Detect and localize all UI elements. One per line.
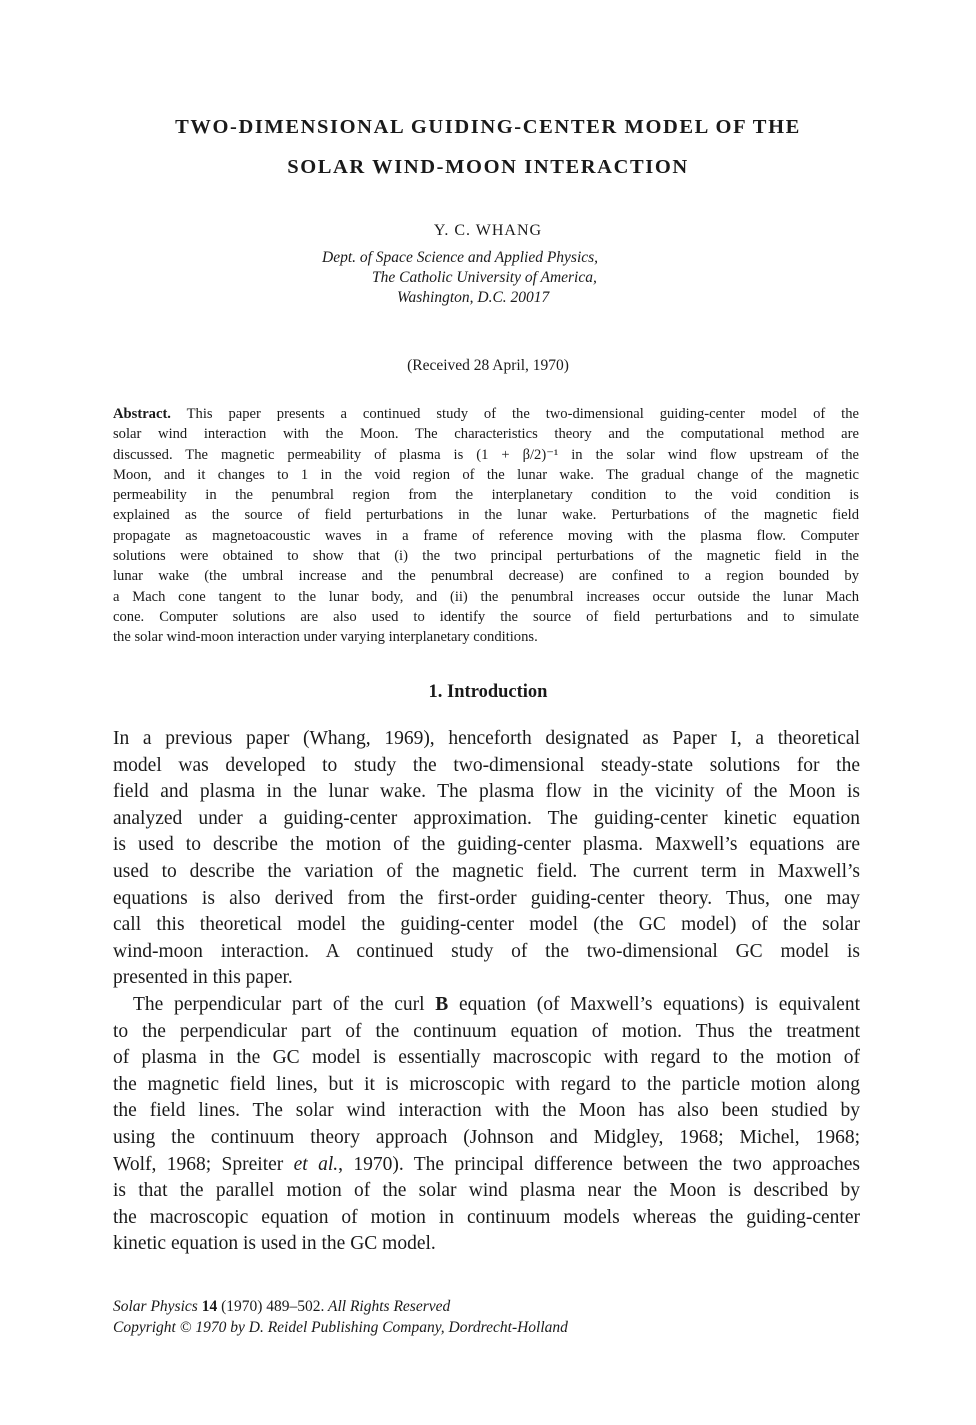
section-heading: 1. Introduction: [428, 682, 548, 702]
received-date: (Received 28 April, 1970): [407, 357, 569, 374]
abstract-label: Abstract.: [113, 406, 171, 422]
body-line: used to describe the variation of the magnetic field. The current term in Maxwell’s: [113, 860, 860, 882]
body-line: Wolf, 1968; Spreiter et al., 1970). The principal difference between the two approaches: [113, 1153, 860, 1175]
abstract-line: the solar wind-moon interaction under varying interplanetary conditions.: [113, 629, 538, 646]
footer-citation: [113, 1296, 568, 1338]
affiliation-line-1: Dept. of Space Science and Applied Physics,: [322, 249, 599, 266]
abstract-line: a Mach cone tangent to the lunar body, and (ii) the penumbral increases occur outside the lunar Mach: [113, 588, 859, 605]
abstract-line: explained as the source of field perturbations in the lunar wake. Perturbations of the magnetic field: [113, 507, 859, 524]
body-line: using the continuum theory approach (Johnson and Midgley, 1968; Michel, 1968;: [113, 1126, 860, 1148]
abstract-line: solar wind interaction with the Moon. The characteristics theory and the computational method are: [113, 426, 859, 443]
abstract-line: cone. Computer solutions are also used to identify the source of field perturbations and to simulate: [113, 608, 859, 625]
journal-citation: Solar Physics 14 (1970) 489–502. All Rights Reserved: [113, 1298, 451, 1315]
abstract-line: permeability in the penumbral region from the interplanetary condition to the void condition is: [113, 487, 859, 504]
abstract-line: lunar wake (the umbral increase and the penumbral decrease) are confined to a region bounded by: [113, 568, 859, 585]
abstract-line: solutions were obtained to show that (i) the two principal perturbations of the magnetic field in the: [113, 548, 859, 565]
affiliation-line-3: Washington, D.C. 20017: [397, 289, 550, 306]
body-line: the field lines. The solar wind interaction with the Moon has also been studied by: [113, 1100, 860, 1122]
body-line: analyzed under a guiding-center approximation. The guiding-center kinetic equation: [113, 807, 860, 829]
abstract-line: Abstract. This paper presents a continued study of the two-dimensional guiding-center model of the: [113, 406, 859, 422]
body-line: model was developed to study the two-dimensional steady-state solutions for the: [113, 754, 860, 776]
affiliation: [0, 248, 598, 308]
body-line: equations is also derived from the first-order guiding-center theory. Thus, one may: [113, 887, 860, 909]
affiliation-line-2: The Catholic University of America,: [372, 269, 597, 286]
body-line: The perpendicular part of the curl B equation (of Maxwell’s equations) is equivalent: [133, 993, 860, 1015]
abstract: [113, 404, 859, 648]
title-line-2: SOLAR WIND-MOON INTERACTION: [287, 156, 689, 178]
body-line: is that the parallel motion of the solar wind plasma near the Moon is described by: [113, 1180, 860, 1202]
body-line: kinetic equation is used in the GC model.: [113, 1233, 436, 1255]
author-name: Y. C. WHANG: [433, 222, 543, 239]
body-line: presented in this paper.: [113, 967, 293, 989]
body-line: call this theoretical model the guiding-center model (the GC model) of the solar: [113, 914, 860, 936]
body-line: of plasma in the GC model is essentially macroscopic with regard to the motion of: [113, 1047, 860, 1069]
body-line: field and plasma in the lunar wake. The plasma flow in the vicinity of the Moon is: [113, 781, 860, 803]
body-text: [113, 726, 860, 1258]
copyright-line: Copyright © 1970 by D. Reidel Publishing Company, Dordrecht-Holland: [113, 1319, 568, 1336]
body-line: the macroscopic equation of motion in continuum models whereas the guiding-center: [113, 1206, 860, 1228]
abstract-line: discussed. The magnetic permeability of plasma is (1 + β/2)⁻¹ in the solar wind flow upstream of the: [113, 446, 859, 463]
paper-title: [110, 107, 866, 187]
abstract-line: propagate as magnetoacoustic waves in a frame of reference moving with the plasma flow. Computer: [113, 527, 859, 544]
body-line: the magnetic field lines, but it is microscopic with regard to the particle motion along: [113, 1073, 860, 1095]
abstract-line: Moon, and it changes to 1 in the void region of the lunar wake. The gradual change of the magnetic: [113, 466, 859, 483]
body-line: is used to describe the motion of the guiding-center plasma. Maxwell’s equations are: [113, 834, 860, 856]
body-line: wind-moon interaction. A continued study of the two-dimensional GC model is: [113, 940, 860, 962]
body-line: In a previous paper (Whang, 1969), henceforth designated as Paper I, a theoretical: [113, 728, 860, 749]
body-line: to the perpendicular part of the continuum equation of motion. Thus the treatment: [113, 1020, 860, 1042]
title-line-1: TWO-DIMENSIONAL GUIDING-CENTER MODEL OF THE: [175, 116, 801, 138]
